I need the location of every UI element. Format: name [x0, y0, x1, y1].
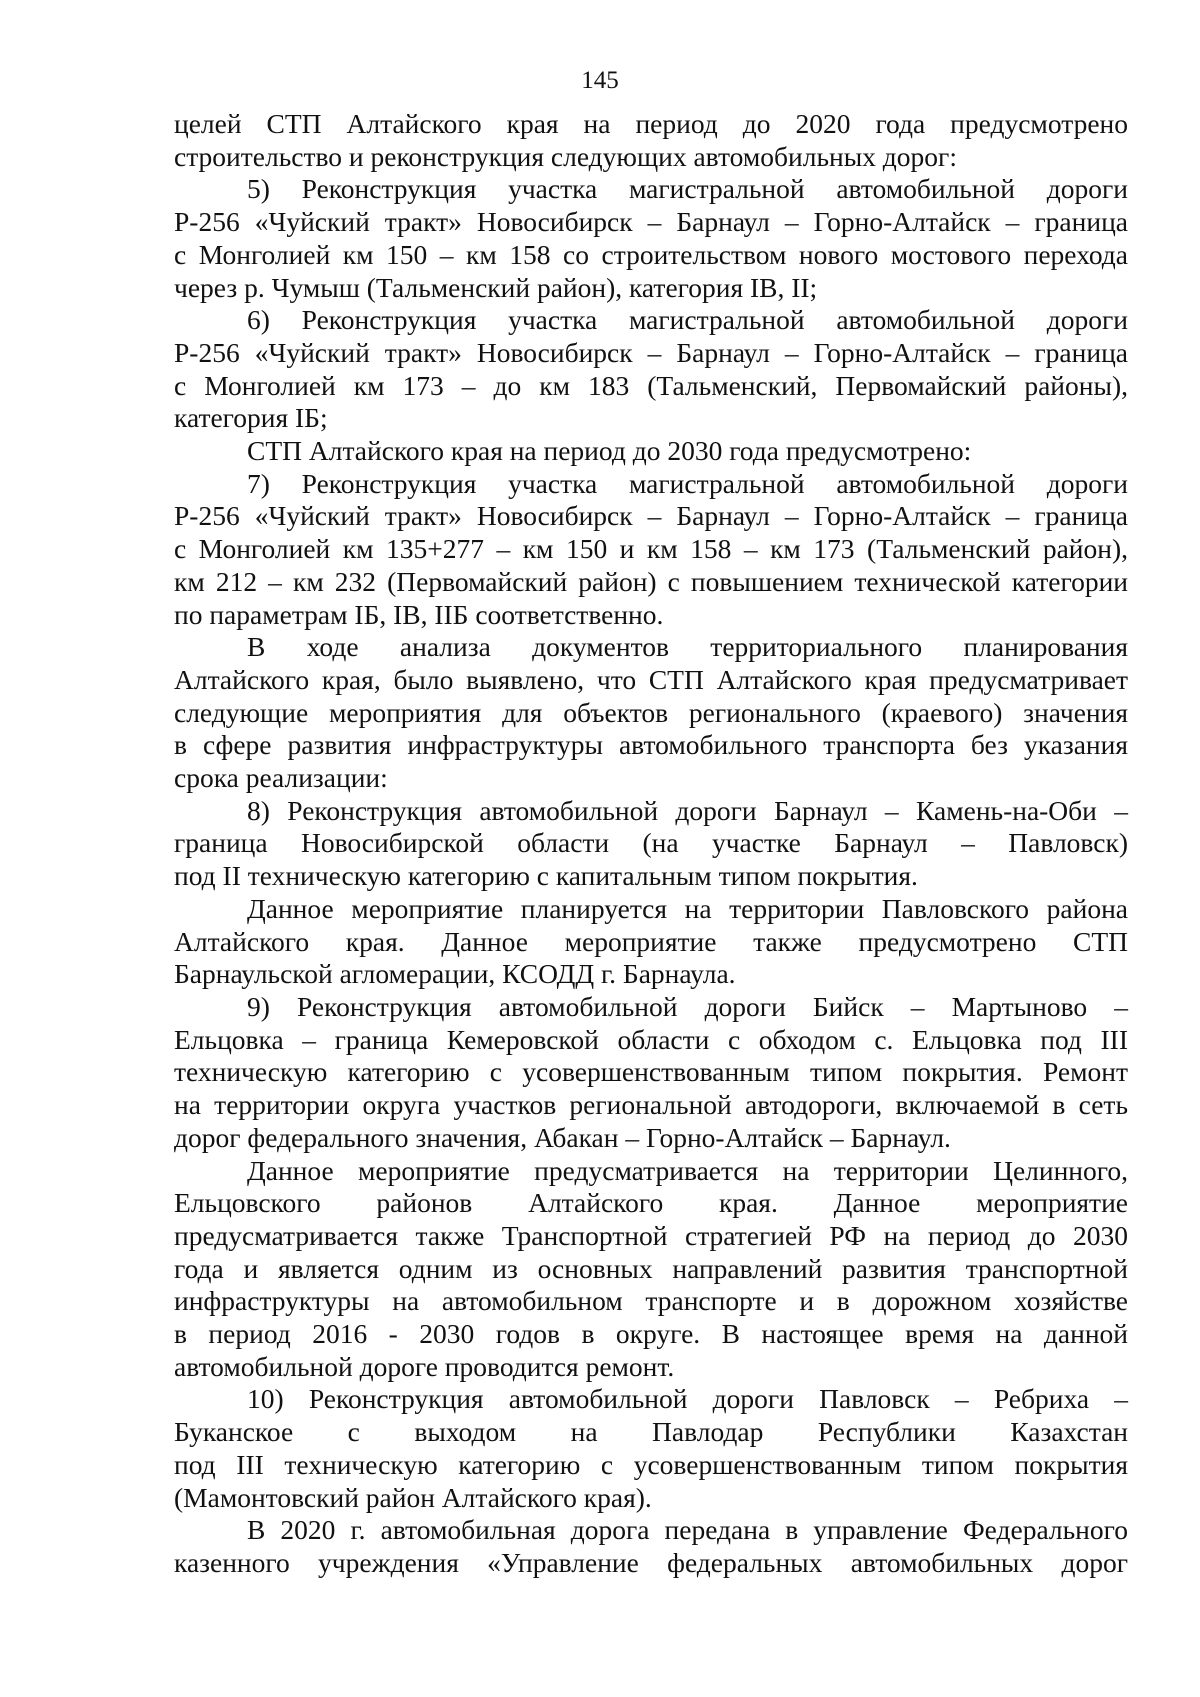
text-line: в период 2016 - 2030 годов в округе. В настоящее время на данной	[174, 1318, 1128, 1350]
text-line: 9) Реконструкция автомобильной дороги Бийск – Мартыново –	[247, 990, 1128, 1022]
text-line: 6) Реконструкция участка магистральной автомобильной дороги	[247, 304, 1128, 336]
text-line: граница Новосибирской области (на участке Барнаул – Павловск)	[174, 827, 1128, 859]
text-line: Буканское с выходом на Павлодар Республики Казахстан	[174, 1416, 1128, 1448]
text-line: инфраструктуры на автомобильном транспорте и в дорожном хозяйстве	[174, 1285, 1128, 1317]
paragraph-item-8	[174, 795, 1128, 893]
text-line: Р-256 «Чуйский тракт» Новосибирск – Барнаул – Горно-Алтайск – граница	[174, 336, 1128, 368]
text-line: Р-256 «Чуйский тракт» Новосибирск – Барнаул – Горно-Алтайск – граница	[174, 206, 1128, 238]
paragraph-item-5	[174, 173, 1128, 304]
text-line: года и является одним из основных направлений развития транспортной	[174, 1252, 1128, 1284]
text-line: категория IБ;	[174, 402, 328, 434]
paragraph-item-7	[174, 468, 1128, 632]
text-line: под III техническую категорию с усовершенствованным типом покрытия	[174, 1448, 1128, 1480]
text-line: следующие мероприятия для объектов регионального (краевого) значения	[174, 696, 1128, 728]
paragraph-item-6	[174, 304, 1128, 435]
text-line: Барнаульской агломерации, КСОДД г. Барнаула.	[174, 958, 736, 990]
text-line: Алтайского края. Данное мероприятие также предусмотрено СТП	[174, 925, 1128, 957]
text-line: казенного учреждения «Управление федеральных автомобильных дорог	[174, 1546, 1128, 1578]
text-line: с Монголией км 173 – до км 183 (Тальменский, Первомайский районы),	[174, 369, 1128, 401]
text-line: Ельцовка – граница Кемеровской области с обходом с. Ельцовка под III	[174, 1023, 1128, 1055]
text-line: предусматривается также Транспортной стратегией РФ на период до 2030	[174, 1219, 1128, 1251]
text-line: в сфере развития инфраструктуры автомобильного транспорта без указания	[174, 729, 1128, 761]
text-line: дорог федерального значения, Абакан – Горно-Алтайск – Барнаул.	[174, 1121, 951, 1153]
text-line: 5) Реконструкция участка магистральной автомобильной дороги	[247, 173, 1128, 205]
text-line: автомобильной дороге проводится ремонт.	[174, 1350, 675, 1382]
text-line: км 212 – км 232 (Первомайский район) с повышением технической категории	[174, 565, 1128, 597]
text-line: Алтайского края, было выявлено, что СТП Алтайского края предусматривает	[174, 663, 1128, 695]
text-line: (Мамонтовский район Алтайского края).	[174, 1481, 652, 1513]
text-line: с Монголией км 135+277 – км 150 и км 158 – км 173 (Тальменский район),	[174, 533, 1128, 565]
text-line: под II техническую категорию с капитальным типом покрытия.	[174, 860, 918, 892]
document-body	[174, 108, 1128, 1580]
paragraph	[174, 1155, 1128, 1384]
text-line: Р-256 «Чуйский тракт» Новосибирск – Барнаул – Горно-Алтайск – граница	[174, 500, 1128, 532]
page-number: 145	[581, 67, 619, 94]
text-line: 7) Реконструкция участка магистральной автомобильной дороги	[247, 467, 1128, 499]
text-line: Ельцовского районов Алтайского края. Данное мероприятие	[174, 1187, 1128, 1219]
paragraph	[174, 893, 1128, 991]
text-line: 10) Реконструкция автомобильной дороги Павловск – Ребриха –	[247, 1383, 1128, 1415]
paragraph-item-10	[174, 1383, 1128, 1514]
text-line: по параметрам IБ, IВ, IIБ соответственно.	[174, 598, 664, 630]
paragraph	[174, 108, 1128, 173]
text-line: Данное мероприятие планируется на территории Павловского района	[247, 892, 1128, 924]
text-line: через р. Чумыш (Тальменский район), категория IВ, II;	[174, 271, 818, 303]
text-line: срока реализации:	[174, 762, 388, 794]
text-line: В ходе анализа документов территориального планирования	[247, 631, 1128, 663]
text-line: строительство и реконструкция следующих автомобильных дорог:	[174, 140, 957, 172]
paragraph	[174, 1514, 1128, 1579]
paragraph-item-9	[174, 991, 1128, 1155]
paragraph	[174, 435, 1128, 468]
text-line: СТП Алтайского края на период до 2030 года предусмотрено:	[247, 435, 972, 467]
text-line: с Монголией км 150 – км 158 со строительством нового мостового перехода	[174, 238, 1128, 270]
text-line: 8) Реконструкция автомобильной дороги Барнаул – Камень-на-Оби –	[247, 794, 1128, 826]
text-line: техническую категорию с усовершенствованным типом покрытия. Ремонт	[174, 1056, 1128, 1088]
text-line: В 2020 г. автомобильная дорога передана в управление Федерального	[247, 1514, 1128, 1546]
text-line: Данное мероприятие предусматривается на территории Целинного,	[247, 1154, 1128, 1186]
paragraph	[174, 631, 1128, 795]
text-line: на территории округа участков региональной автодороги, включаемой в сеть	[174, 1089, 1128, 1121]
text-line: целей СТП Алтайского края на период до 2020 года предусмотрено	[174, 108, 1128, 139]
